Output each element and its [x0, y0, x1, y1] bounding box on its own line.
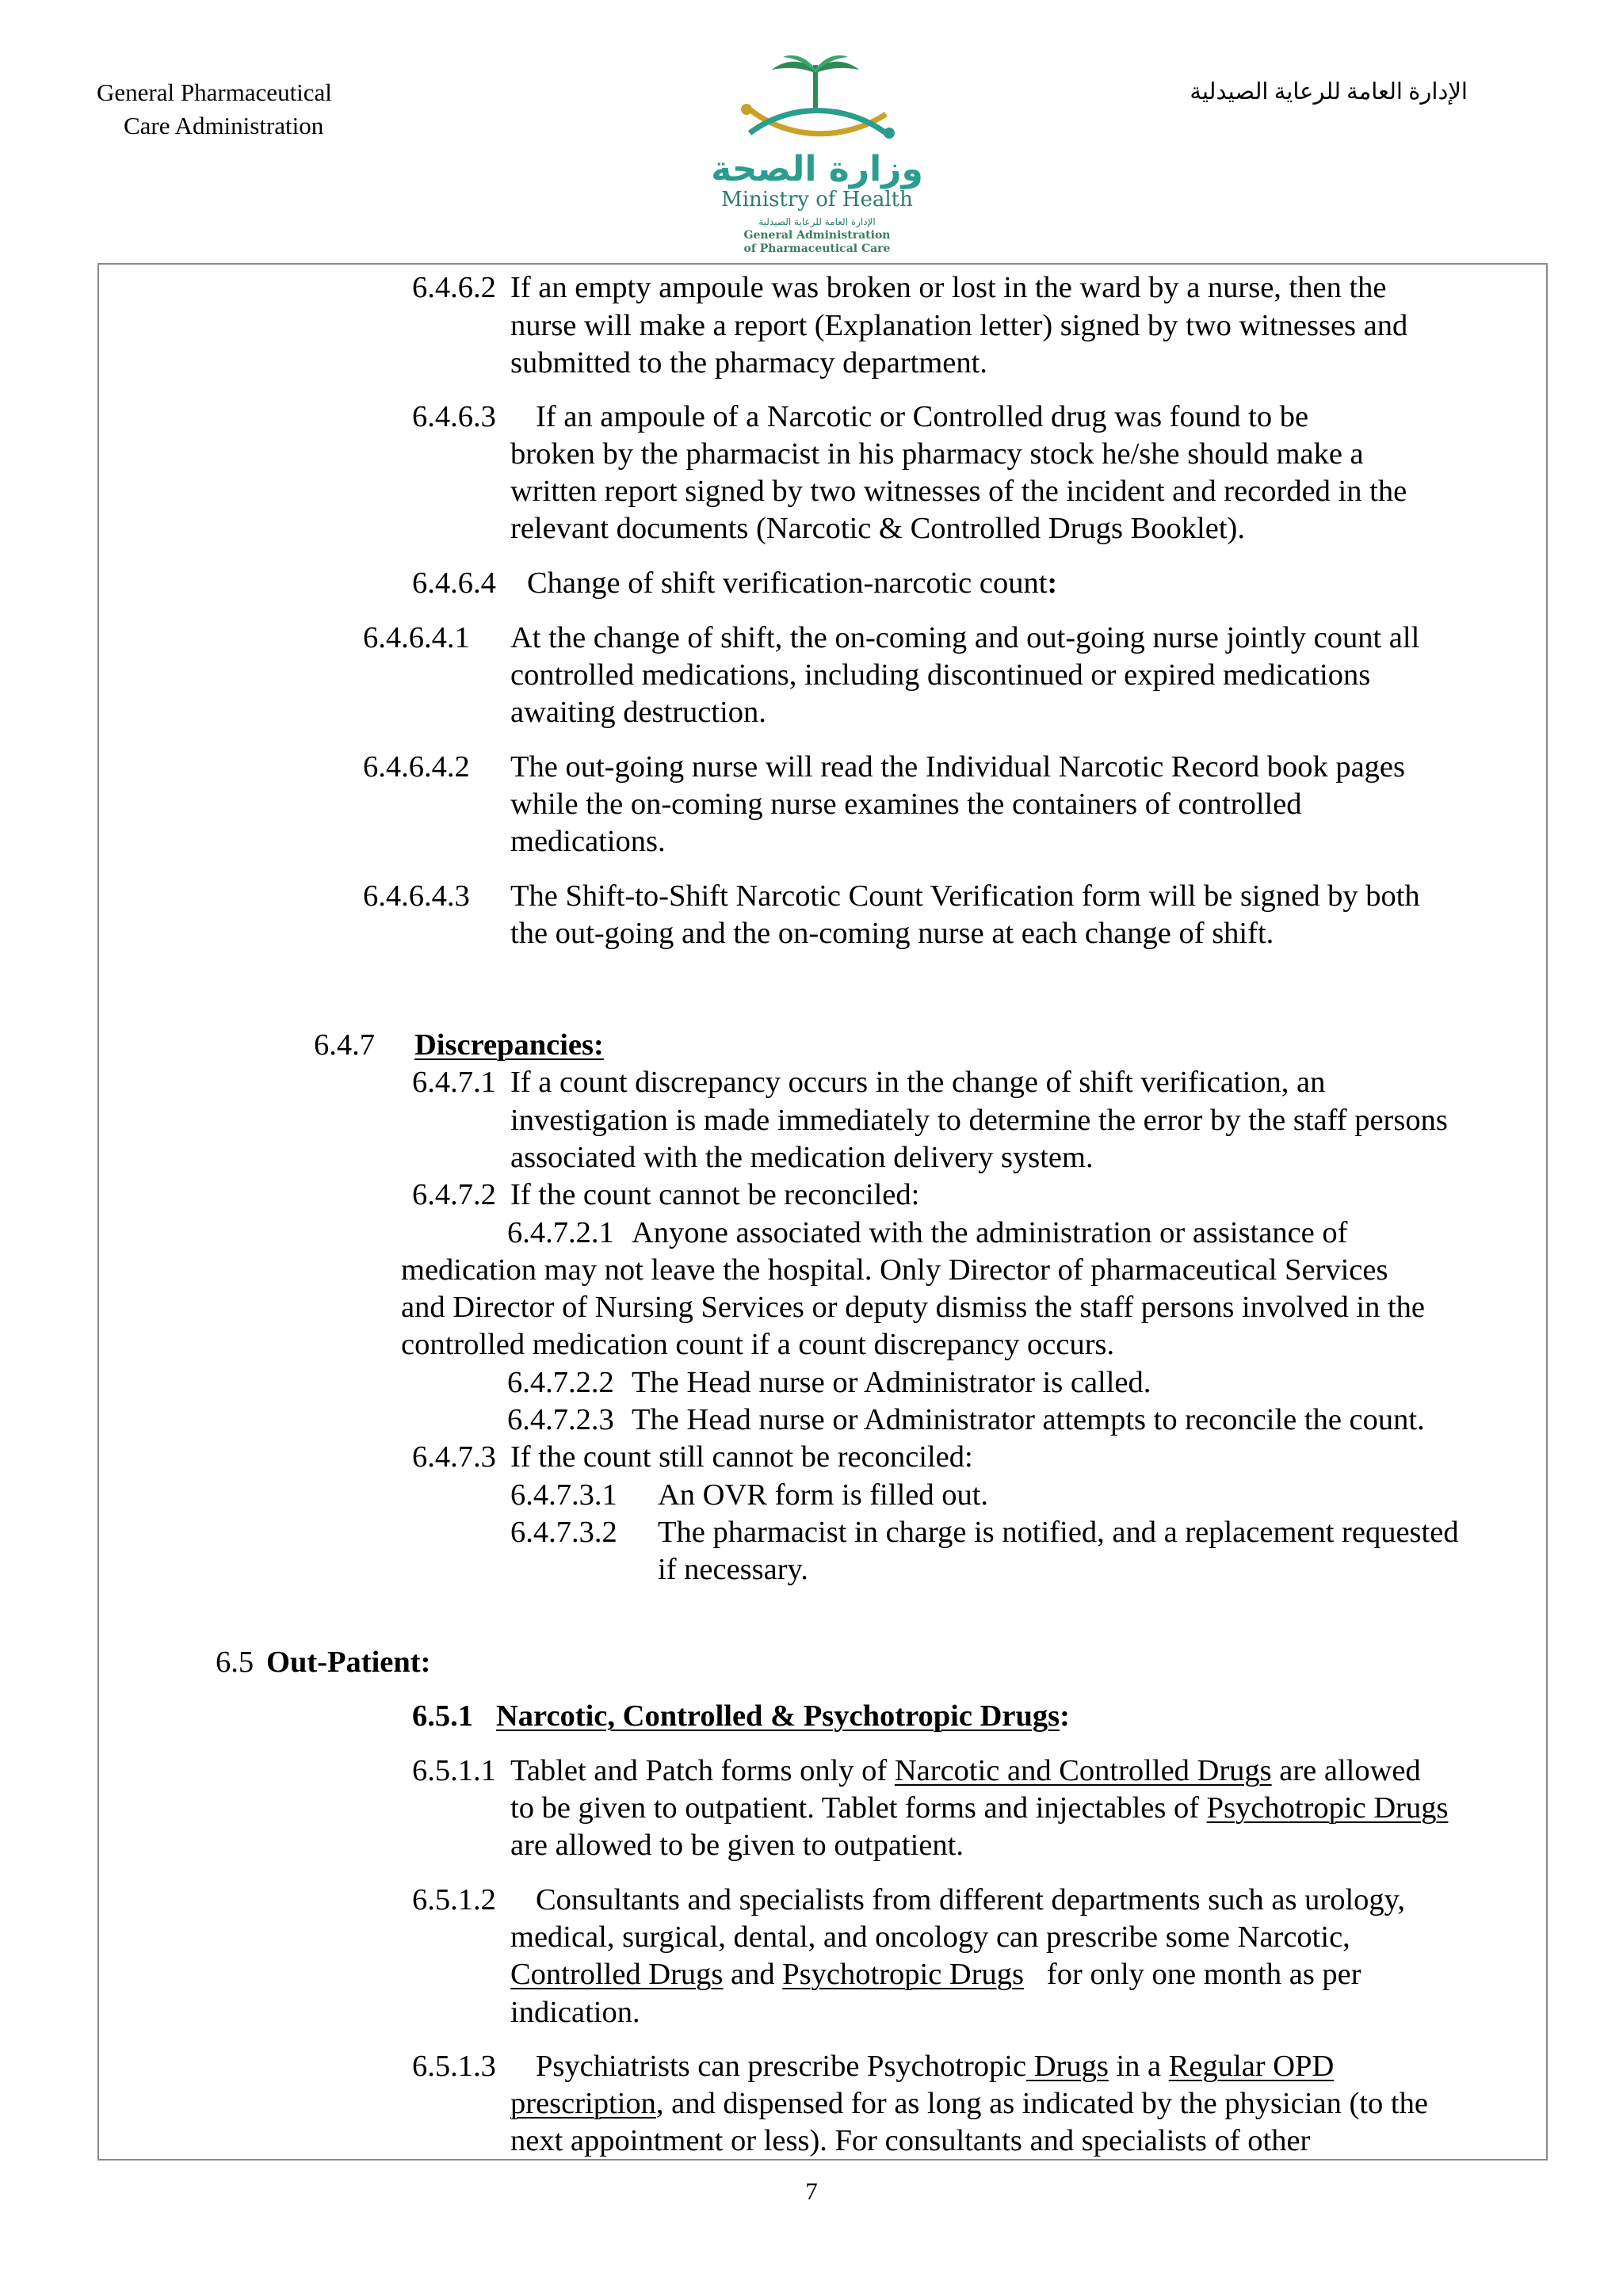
para-6-4-6-3-line1: 6.4.6.3 If an ampoule of a Narcotic or Controlled drug was found to be: [412, 399, 1308, 437]
section-title: Narcotic, Controlled & Psychotropic Drugs: [496, 1699, 1060, 1733]
para-6-5-1-1-line3: are allowed to be given to outpatient.: [510, 1829, 964, 1862]
para-6-4-6-2-line3: submitted to the pharmacy department.: [510, 346, 987, 379]
section-number: 6.5.1: [412, 1699, 473, 1733]
para-number: 6.4.7.2.2: [507, 1366, 614, 1399]
para-number: 6.4.6.4: [412, 566, 496, 600]
para-6-5-1-2-line4: indication.: [510, 1996, 640, 2029]
logo-english-name: Ministry of Health: [721, 188, 913, 212]
section-6-5-heading: [216, 1644, 430, 1682]
para-number: 6.4.6.2: [412, 271, 496, 304]
para-6-4-7-1-line2: investigation is made immediately to determine the error by the staff persons: [510, 1104, 1448, 1137]
para-number: 6.4.7.3.2: [510, 1516, 617, 1549]
para-6-4-6-3-line4: relevant documents (Narcotic & Controlled Drugs Booklet).: [510, 512, 1245, 545]
para-6-4-7-2-1-line2: medication may not leave the hospital. Only Director of pharmaceutical Services: [401, 1253, 1388, 1287]
logo-arabic-name: وزارة الصحة: [711, 149, 923, 189]
para-6-4-7-3-1: 6.4.7.3.1 An OVR form is filled out.: [510, 1477, 988, 1515]
header-left-line2: Care Administration: [124, 112, 324, 139]
para-6-4-6-4-1-line3: awaiting destruction.: [510, 696, 766, 729]
para-6-4-7-3-2-line1: 6.4.7.3.2 The pharmacist in charge is notified, and a replacement requested: [510, 1514, 1459, 1552]
para-6-4-6-2-line2: nurse will make a report (Explanation letter) signed by two witnesses and: [510, 309, 1408, 342]
para-6-4-7-2-1-line3: and Director of Nursing Services or deputy dismiss the staff persons involved in the: [401, 1291, 1426, 1324]
para-6-5-1-2-line3: Controlled Drugs and Psychotropic Drugs for only one month as per: [510, 1958, 1361, 1991]
palm-tree-icon: [772, 55, 859, 111]
para-6-4-7-1-line1: 6.4.7.1 If a count discrepancy occurs in the change of shift verification, an: [412, 1064, 1325, 1102]
logo-sub-arabic: الإدارة العامة للرعاية الصيدلية: [758, 216, 876, 227]
para-number: 6.4.6.3: [412, 400, 496, 433]
para-6-4-6-4: 6.4.6.4 Change of shift verification-narcotic count:: [412, 565, 1057, 603]
para-number: 6.4.7.3.1: [510, 1478, 617, 1512]
para-6-5-1-2-line1: 6.5.1.2 Consultants and specialists from different departments such as urology,: [412, 1882, 1405, 1920]
para-number: 6.4.7.2.3: [507, 1403, 614, 1436]
para-6-5-1-3-line3: next appointment or less). For consultants and specialists of other: [510, 2124, 1311, 2157]
para-6-4-7-2: 6.4.7.2 If the count cannot be reconciled:: [412, 1177, 919, 1215]
para-number: 6.5.1.3: [412, 2050, 496, 2083]
para-number: 6.4.7.2: [412, 1178, 496, 1211]
para-6-5-1-3-line2: prescription, and dispensed for as long as indicated by the physician (to the: [510, 2087, 1428, 2120]
para-6-4-6-2-line1: 6.4.6.2 If an empty ampoule was broken or lost in the ward by a nurse, then the: [412, 269, 1387, 307]
para-6-4-6-4-1-line2: controlled medications, including discontinued or expired medications: [510, 658, 1371, 692]
para-6-4-6-3-line2: broken by the pharmacist in his pharmacy stock he/she should make a: [510, 437, 1364, 471]
section-number: 6.4.7: [314, 1028, 375, 1062]
para-6-4-7-2-3: 6.4.7.2.3 The Head nurse or Administrator attempts to reconcile the count.: [507, 1402, 1425, 1440]
section-number: 6.5: [216, 1646, 254, 1679]
section-6-5-1-heading: 6.5.1 Narcotic, Controlled & Psychotropic Drugs:: [412, 1698, 1070, 1736]
para-6-4-6-4-2-line1: 6.4.6.4.2 The out-going nurse will read the Individual Narcotic Record book pages: [363, 749, 1405, 787]
para-6-4-7-2-2: 6.4.7.2.2 The Head nurse or Administrator is called.: [507, 1364, 1151, 1402]
para-6-4-7-1-line3: associated with the medication delivery system.: [510, 1141, 1094, 1174]
para-number: 6.4.6.4.2: [363, 750, 470, 784]
header-right-arabic: الإدارة العامة للرعاية الصيدلية: [1190, 79, 1468, 105]
para-number: 6.4.6.4.3: [363, 879, 470, 913]
header-left-line1: General Pharmaceutical: [97, 78, 332, 106]
para-6-4-6-4-3-line1: 6.4.6.4.3 The Shift-to-Shift Narcotic Count Verification form will be signed by both: [363, 878, 1420, 916]
para-number: 6.4.7.3: [412, 1440, 496, 1474]
para-6-5-1-1-line1: 6.5.1.1 Tablet and Patch forms only of Narcotic and Controlled Drugs are allowed: [412, 1753, 1421, 1791]
section-title: Out-Patient:: [266, 1646, 431, 1679]
para-6-5-1-2-line2: medical, surgical, dental, and oncology can prescribe some Narcotic,: [510, 1920, 1350, 1954]
para-6-4-6-4-2-line3: medications.: [510, 825, 666, 858]
logo-sub-english-1: General Administration: [743, 229, 891, 242]
para-6-5-1-3-line1: 6.5.1.3 Psychiatrists can prescribe Psychotropic Drugs in a Regular OPD: [412, 2048, 1334, 2086]
para-6-4-6-4-1-line1: 6.4.6.4.1 At the change of shift, the on-coming and out-going nurse jointly count all: [363, 620, 1419, 658]
para-6-4-6-3-line3: written report signed by two witnesses of the incident and recorded in the: [510, 475, 1407, 508]
para-6-4-7-3: 6.4.7.3 If the count still cannot be reconciled:: [412, 1439, 973, 1477]
para-number: 6.4.7.1: [412, 1066, 496, 1099]
para-number: 6.5.1.1: [412, 1754, 496, 1787]
ministry-of-health-logo: [670, 54, 964, 260]
para-number: 6.4.6.4.1: [363, 621, 470, 654]
crossed-swords-icon: [741, 104, 895, 139]
para-6-4-7-2-1-line1: 6.4.7.2.1 Anyone associated with the administration or assistance of: [507, 1215, 1347, 1253]
para-6-5-1-1-line2: to be given to outpatient. Tablet forms and injectables of Psychotropic Drugs: [510, 1791, 1449, 1825]
page-number: 7: [805, 2177, 818, 2205]
para-number: 6.4.7.2.1: [507, 1216, 614, 1249]
section-title: Discrepancies:: [414, 1028, 604, 1062]
para-6-4-7-2-1-line4: controlled medication count if a count discrepancy occurs.: [401, 1328, 1115, 1361]
para-6-4-7-3-2-line2: if necessary.: [658, 1553, 808, 1586]
section-6-4-7-heading: [314, 1027, 604, 1065]
para-6-4-6-4-3-line2: the out-going and the on-coming nurse at each change of shift.: [510, 917, 1274, 950]
header-left: [97, 76, 332, 143]
para-number: 6.5.1.2: [412, 1883, 496, 1917]
para-6-4-6-4-2-line2: while the on-coming nurse examines the containers of controlled: [510, 788, 1302, 821]
logo-sub-english-2: of Pharmaceutical Care: [743, 242, 891, 255]
